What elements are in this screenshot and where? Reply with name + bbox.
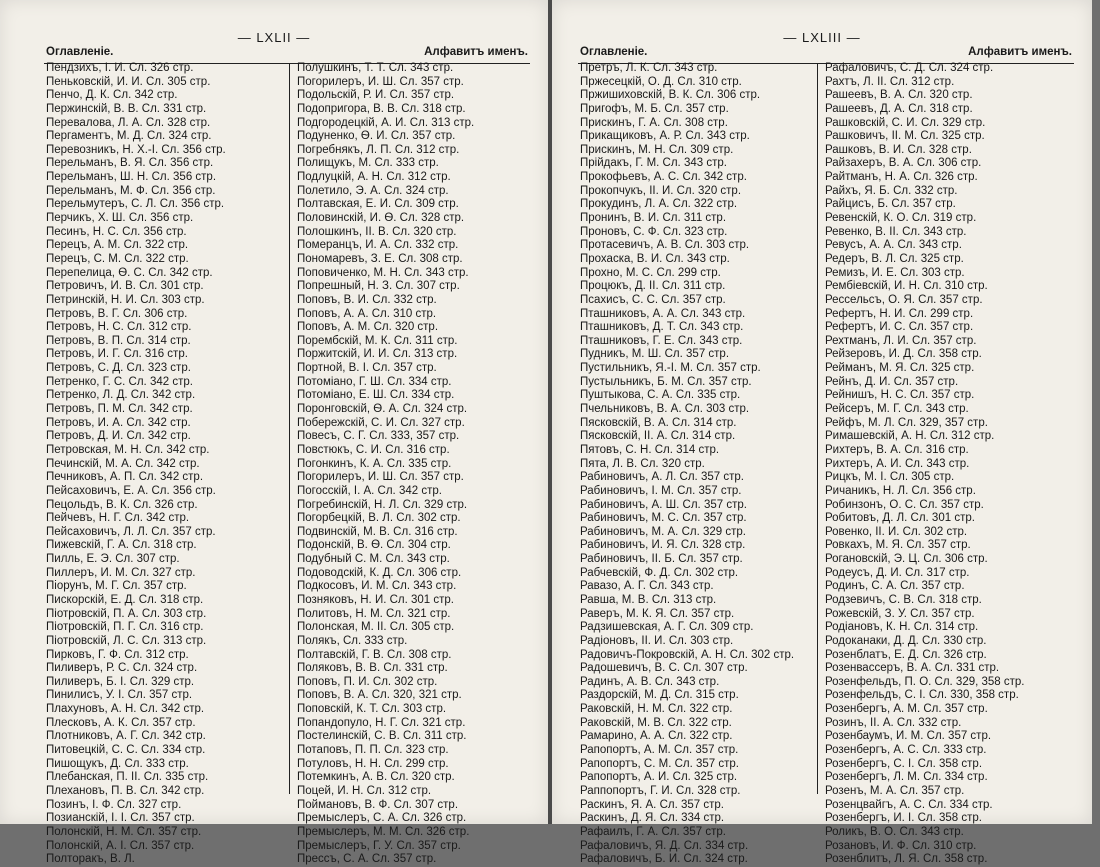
index-entry: Позианскій, І. І. Сл. 357 стр. bbox=[46, 812, 195, 825]
index-entry: Прохно, М. С. Сл. 299 стр. bbox=[580, 266, 721, 279]
index-entry: Поповъ, В. А. Сл. 320, 321 стр. bbox=[297, 689, 462, 702]
index-entry: Перевозникъ, Н. Х.-І. Сл. 356 стр. bbox=[46, 143, 226, 156]
index-entry: Рембіевскій, И. Н. Сл. 310 стр. bbox=[825, 280, 988, 293]
index-entry: Радошевичъ, В. С. Сл. 307 стр. bbox=[580, 662, 748, 675]
index-entry: Пеньковскій, И. И. Сл. 305 стр. bbox=[46, 75, 211, 88]
index-entry: Поповъ, А. М. Сл. 320 стр. bbox=[297, 321, 439, 334]
index-entry: Потемкинъ, А. В. Сл. 320 стр. bbox=[297, 771, 455, 784]
section-header-index: Алфавитъ именъ. bbox=[424, 46, 528, 58]
index-entry: Померанцъ, И. А. Сл. 332 стр. bbox=[297, 239, 459, 252]
index-entry: Петровичъ, И. В. Сл. 301 стр. bbox=[46, 280, 204, 293]
index-entry: Полтавская, Е. И. Сл. 309 стр. bbox=[297, 198, 459, 211]
index-entry: Рефертъ, Н. И. Сл. 299 стр. bbox=[825, 307, 974, 320]
index-entry: Полякъ, Сл. 333 стр. bbox=[297, 634, 408, 647]
index-entry: Пясковскій, II. А. Сл. 314 стр. bbox=[580, 430, 736, 443]
index-entry: Пронинъ, В. И. Сл. 311 стр. bbox=[580, 212, 727, 225]
index-entry: Родоканаки, Д. Д. Сл. 330 стр. bbox=[825, 634, 987, 647]
index-entry: Питовецкій, С. С. Сл. 334 стр. bbox=[46, 744, 206, 757]
index-entry: Перецъ, А. М. Сл. 322 стр. bbox=[46, 239, 189, 252]
index-entry: Розенцвайгъ, А. С. Сл. 334 стр. bbox=[825, 798, 993, 811]
index-entry: Потоміано, Г. Ш. Сл. 334 стр. bbox=[297, 375, 452, 388]
index-entry: Процюкъ, Д. II. Сл. 311 стр. bbox=[580, 280, 726, 293]
index-entry: Радзишевская, А. Г. Сл. 309 стр. bbox=[580, 621, 754, 634]
index-entry: Погорилеръ, И. Ш. Сл. 357 стр. bbox=[297, 75, 464, 88]
index-entry: Пенчо, Д. К. Сл. 342 стр. bbox=[46, 89, 178, 102]
index-entry: Рефертъ, И. С. Сл. 357 стр. bbox=[825, 321, 974, 334]
index-entry: Рабиновичъ, І. М. Сл. 357 стр. bbox=[580, 484, 742, 497]
index-entry: Розенбергъ, А. М. Сл. 357 стр. bbox=[825, 703, 988, 716]
index-entry: Псахисъ, С. С. Сл. 357 стр. bbox=[580, 293, 726, 306]
index-entry: Политовъ, Н. М. Сл. 321 стр. bbox=[297, 607, 451, 620]
index-entry: Пташниковъ, Д. Т. Сл. 343 стр. bbox=[580, 321, 744, 334]
index-entry: Рапопортъ, А. М. Сл. 357 стр. bbox=[580, 744, 739, 757]
index-entry: Пятовъ, С. Н. Сл. 314 стр. bbox=[580, 443, 720, 456]
index-entry: Родзевичъ, С. В. Сл. 318 стр. bbox=[825, 593, 982, 606]
index-entry: Поповъ, П. И. Сл. 302 стр. bbox=[297, 675, 438, 688]
index-entry: Прокопчукъ, II. И. Сл. 320 стр. bbox=[580, 184, 742, 197]
index-entry: Полошкинъ, II. В. Сл. 320 стр. bbox=[297, 225, 457, 238]
index-entry: Подвинскій, М. В. Сл. 316 стр. bbox=[297, 525, 458, 538]
index-entry: Рейнишъ, Н. С. Сл. 357 стр. bbox=[825, 389, 975, 402]
index-entry: Печниковъ, А. П. Сл. 342 стр. bbox=[46, 471, 204, 484]
index-entry: Пиливеръ, Б. І. Сл. 329 стр. bbox=[46, 675, 195, 688]
index-entry: Рейнъ, Д. И. Сл. 357 стр. bbox=[825, 375, 959, 388]
index-entry: Розенбергъ, А. С. Сл. 333 стр. bbox=[825, 744, 987, 757]
name-column bbox=[580, 62, 794, 867]
index-entry: Радіоновъ, II. И. Сл. 303 стр. bbox=[580, 634, 734, 647]
index-entry: Рабиновичъ, А. Л. Сл. 357 стр. bbox=[580, 471, 744, 484]
index-entry: Пржишиховскій, В. К. Сл. 306 стр. bbox=[580, 89, 761, 102]
index-entry: Ремизъ, И. Е. Сл. 303 стр. bbox=[825, 266, 965, 279]
index-entry: Петренко, Г. С. Сл. 342 стр. bbox=[46, 375, 193, 388]
index-entry: Погребнякъ, Л. П. Сл. 312 стр. bbox=[297, 143, 460, 156]
index-entry: Погорилеръ, И. Ш. Сл. 357 стр. bbox=[297, 471, 464, 484]
index-entry: Подоводскій, К. Д. Сл. 306 стр. bbox=[297, 566, 462, 579]
index-entry: Раковскій, М. В. Сл. 322 стр. bbox=[580, 716, 732, 729]
index-entry: Пономаревъ, З. Е. Сл. 308 стр. bbox=[297, 252, 463, 265]
index-entry: Плехановъ, П. В. Сл. 342 стр. bbox=[46, 784, 205, 797]
index-entry: Пилль, Е. Э. Сл. 307 стр. bbox=[46, 553, 180, 566]
index-entry: Пейсаховичъ, Е. А. Сл. 356 стр. bbox=[46, 484, 216, 497]
index-entry: Розенблатъ, Е. Д. Сл. 326 стр. bbox=[825, 648, 987, 661]
index-entry: Райхъ, Я. Б. Сл. 332 стр. bbox=[825, 184, 958, 197]
index-entry: Погонкинъ, К. А. Сл. 335 стр. bbox=[297, 457, 452, 470]
index-entry: Пята, Л. В. Сл. 320 стр. bbox=[580, 457, 705, 470]
index-entry: Пржесецкій, О. Д. Сл. 310 стр. bbox=[580, 75, 742, 88]
index-entry: Протасевичъ, А. В. Сл. 303 стр. bbox=[580, 239, 750, 252]
index-entry: Ровкахъ, М. Я. Сл. 357 стр. bbox=[825, 539, 971, 552]
index-entry: Претръ, Л. К. Сл. 343 стр. bbox=[580, 62, 718, 74]
index-entry: Поймановъ, В. Ф. Сл. 307 стр. bbox=[297, 798, 459, 811]
name-column bbox=[46, 62, 226, 867]
index-entry: Ричаникъ, Н. Л. Сл. 356 стр. bbox=[825, 484, 976, 497]
index-entry: Петровъ, В. Г. Сл. 306 стр. bbox=[46, 307, 188, 320]
index-entry: Рашковичъ, II. М. Сл. 325 стр. bbox=[825, 130, 985, 143]
index-entry: Рейманъ, М. Я. Сл. 325 стр. bbox=[825, 362, 975, 375]
index-entry: Рафаловичъ, С. Д. Сл. 324 стр. bbox=[825, 62, 994, 74]
index-entry: Пишощукъ, Д. Сл. 333 стр. bbox=[46, 757, 189, 770]
page-number: — LXLII — bbox=[237, 30, 311, 45]
index-entry: Пиливеръ, Р. С. Сл. 324 стр. bbox=[46, 662, 198, 675]
section-header-index: Алфавитъ именъ. bbox=[968, 46, 1072, 58]
index-entry: Прійдакъ, Г. М. Сл. 343 стр. bbox=[580, 157, 727, 170]
index-entry: Прикащиковъ, А. Р. Сл. 343 стр. bbox=[580, 130, 750, 143]
page-number: — LXLIII — bbox=[783, 30, 861, 45]
index-entry: Райцисъ, Б. Сл. 357 стр. bbox=[825, 198, 956, 211]
index-entry: Пригофъ, М. Б. Сл. 357 стр. bbox=[580, 102, 729, 115]
index-entry: Рейзеровъ, И. Д. Сл. 358 стр. bbox=[825, 348, 982, 361]
index-entry: Роликъ, В. О. Сл. 343 стр. bbox=[825, 825, 964, 838]
index-entry: Пясковскій, В. А. Сл. 314 стр. bbox=[580, 416, 737, 429]
index-entry: Прессъ, С. А. Сл. 357 стр. bbox=[297, 853, 437, 866]
index-entry: Поржитскій, И. И. Сл. 313 стр. bbox=[297, 348, 458, 361]
index-entry: Рехтманъ, Л. И. Сл. 357 стр. bbox=[825, 334, 977, 347]
index-entry: Рогановскій, Э. Ц. Сл. 306 стр. bbox=[825, 553, 988, 566]
index-entry: Розенбергъ, С. І. Сл. 358 стр. bbox=[825, 757, 983, 770]
index-entry: Рицкъ, М. І. Сл. 305 стр. bbox=[825, 471, 955, 484]
index-entry: Портной, В. І. Сл. 357 стр. bbox=[297, 362, 437, 375]
index-entry: Поповъ, А. А. Сл. 310 стр. bbox=[297, 307, 437, 320]
index-entry: Рахтъ, Л. II. Сл. 312 стр. bbox=[825, 75, 955, 88]
index-entry: Розенфельдъ, П. О. Сл. 329, 358 стр. bbox=[825, 675, 1025, 688]
index-entry: Петровъ, И. А. Сл. 342 стр. bbox=[46, 416, 191, 429]
index-entry: Пустыльникъ, Б. М. Сл. 357 стр. bbox=[580, 375, 752, 388]
index-entry: Рессельсъ, О. Я. Сл. 357 стр. bbox=[825, 293, 983, 306]
section-header-contents: Оглавленіе. bbox=[580, 46, 648, 58]
index-entry: Полушкинъ, Т. Т. Сл. 343 стр. bbox=[297, 62, 454, 74]
index-entry: Полетило, Э. А. Сл. 324 стр. bbox=[297, 184, 449, 197]
index-entry: Погорбецкій, В. Л. Сл. 302 стр. bbox=[297, 512, 461, 525]
index-entry: Родіановъ, К. Н. Сл. 314 стр. bbox=[825, 621, 979, 634]
index-entry: Песинъ, Н. С. Сл. 356 стр. bbox=[46, 225, 187, 238]
index-entry: Прискинъ, Г. А. Сл. 308 стр. bbox=[580, 116, 728, 129]
index-entry: Петровъ, С. Д. Сл. 323 стр. bbox=[46, 362, 191, 375]
index-entry: Редеръ, В. Л. Сл. 325 стр. bbox=[825, 252, 964, 265]
index-entry: Перельманъ, В. Я. Сл. 356 стр. bbox=[46, 157, 214, 170]
index-entry: Поляковъ, В. В. Сл. 331 стр. bbox=[297, 662, 448, 675]
index-entry: Пудникъ, М. Ш. Сл. 357 стр. bbox=[580, 348, 730, 361]
index-entry: Потоміано, Е. Ш. Сл. 334 стр. bbox=[297, 389, 455, 402]
index-entry: Ровенко, II. И. Сл. 302 стр. bbox=[825, 525, 968, 538]
index-entry: Равазо, А. Г. Сл. 343 стр. bbox=[580, 580, 714, 593]
right-page bbox=[552, 0, 1092, 866]
index-entry: Розенбергъ, И. І. Сл. 358 стр. bbox=[825, 812, 982, 825]
index-entry: Раковскій, Н. М. Сл. 322 стр. bbox=[580, 703, 733, 716]
section-header-contents: Оглавленіе. bbox=[46, 46, 114, 58]
index-entry: Перевалова, Л. А. Сл. 328 стр. bbox=[46, 116, 211, 129]
index-entry: Перельманъ, Ш. Н. Сл. 356 стр. bbox=[46, 171, 217, 184]
index-entry: Рожевскій, З. У. Сл. 357 стр. bbox=[825, 607, 975, 620]
index-entry: Подуненко, Ѳ. И. Сл. 357 стр. bbox=[297, 130, 456, 143]
index-entry: Пташниковъ, А. А. Сл. 343 стр. bbox=[580, 307, 746, 320]
index-entry: Подубный С. М. Сл. 343 стр. bbox=[297, 553, 450, 566]
index-entry: Рабиновичъ, М. С. Сл. 357 стр. bbox=[580, 512, 747, 525]
index-entry: Пискорскій, Е. Д. Сл. 318 стр. bbox=[46, 593, 204, 606]
index-entry: Петровъ, В. П. Сл. 314 стр. bbox=[46, 334, 191, 347]
index-entry: Проновъ, С. Ф. Сл. 323 стр. bbox=[580, 225, 728, 238]
index-entry: Премыслеръ, Г. У. Сл. 357 стр. bbox=[297, 839, 461, 852]
index-entry: Подольскій, Р. И. Сл. 357 стр. bbox=[297, 89, 455, 102]
index-entry: Плесковъ, А. К. Сл. 357 стр. bbox=[46, 716, 196, 729]
index-entry: Піотровскій, П. Г. Сл. 316 стр. bbox=[46, 621, 204, 634]
index-entry: Подкосовъ, И. М. Сл. 343 стр. bbox=[297, 580, 457, 593]
index-entry: Полонская, М. II. Сл. 305 стр. bbox=[297, 621, 455, 634]
index-entry: Родеусъ, Д. И. Сл. 317 стр. bbox=[825, 566, 970, 579]
index-entry: Робитовъ, Д. Л. Сл. 301 стр. bbox=[825, 512, 975, 525]
index-entry: Пижевскій, Г. А. Сл. 318 стр. bbox=[46, 539, 197, 552]
index-entry: Раппопортъ, Г. И. Сл. 328 стр. bbox=[580, 784, 741, 797]
index-entry: Плебанская, П. II. Сл. 335 стр. bbox=[46, 771, 209, 784]
index-entry: Рейфъ, М. Л. Сл. 329, 357 стр. bbox=[825, 416, 988, 429]
index-entry: Позинъ, І. Ф. Сл. 327 стр. bbox=[46, 798, 182, 811]
index-entry: Полторакъ, В. Л. bbox=[46, 853, 135, 866]
index-entry: Пчельниковъ, В. А. Сл. 303 стр. bbox=[580, 403, 750, 416]
index-entry: Перепелица, Ѳ. С. Сл. 342 стр. bbox=[46, 266, 213, 279]
index-entry: Перельмутеръ, С. Л. Сл. 356 стр. bbox=[46, 198, 225, 211]
index-entry: Побережскій, С. И. Сл. 327 стр. bbox=[297, 416, 465, 429]
index-entry: Рашеевъ, Д. А. Сл. 318 стр. bbox=[825, 102, 973, 115]
index-entry: Римашевскій, А. Н. Сл. 312 стр. bbox=[825, 430, 995, 443]
index-entry: Повесъ, С. Г. Сл. 333, 357 стр. bbox=[297, 430, 460, 443]
index-entry: Пергаментъ, М. Д. Сл. 324 стр. bbox=[46, 130, 212, 143]
index-entry: Розановъ, И. Ф. Сл. 310 стр. bbox=[825, 839, 977, 852]
index-entry: Розенфельдъ, С. І. Сл. 330, 358 стр. bbox=[825, 689, 1019, 702]
index-entry: Петровъ, П. М. Сл. 342 стр. bbox=[46, 403, 193, 416]
index-entry: Подонскій, В. Ѳ. Сл. 304 стр. bbox=[297, 539, 451, 552]
index-entry: Рафаловичъ, Я. Д. Сл. 334 стр. bbox=[580, 839, 749, 852]
index-entry: Перчикъ, Х. Ш. Сл. 356 стр. bbox=[46, 212, 194, 225]
index-entry: Поронговскій, Ѳ. А. Сл. 324 стр. bbox=[297, 403, 468, 416]
index-entry: Петровъ, Д. И. Сл. 342 стр. bbox=[46, 430, 191, 443]
index-entry: Плахуновъ, А. Н. Сл. 342 стр. bbox=[46, 703, 205, 716]
index-entry: Ревенскій, К. О. Сл. 319 стр. bbox=[825, 212, 977, 225]
index-entry: Полонскій, А. І. Сл. 357 стр. bbox=[46, 839, 195, 852]
index-entry: Петренко, Л. Д. Сл. 342 стр. bbox=[46, 389, 196, 402]
index-entry: Рамарино, А. А. Сл. 322 стр. bbox=[580, 730, 733, 743]
left-page bbox=[0, 0, 548, 866]
index-entry: Піотровскій, П. А. Сл. 303 стр. bbox=[46, 607, 207, 620]
index-entry: Пiорунъ, М. Г. Сл. 357 стр. bbox=[46, 580, 187, 593]
name-column bbox=[297, 62, 474, 867]
index-entry: Рихтеръ, А. И. Сл. 343 стр. bbox=[825, 457, 970, 470]
index-entry: Пейчевъ, Н. Г. Сл. 342 стр. bbox=[46, 512, 190, 525]
index-entry: Подгородецкій, А. И. Сл. 313 стр. bbox=[297, 116, 475, 129]
index-entry: Пейсаховичъ, Л. Л. Сл. 357 стр. bbox=[46, 525, 216, 538]
index-entry: Подопригора, В. В. Сл. 318 стр. bbox=[297, 102, 466, 115]
index-entry: Прискинъ, М. Н. Сл. 309 стр. bbox=[580, 143, 734, 156]
index-entry: Поповскій, К. Т. Сл. 303 стр. bbox=[297, 703, 447, 716]
index-entry: Рабиновичъ, А. Ш. Сл. 357 стр. bbox=[580, 498, 747, 511]
index-entry: Райтманъ, Н. А. Сл. 326 стр. bbox=[825, 171, 978, 184]
index-entry: Розенбаумъ, И. М. Сл. 357 стр. bbox=[825, 730, 992, 743]
index-entry: Розенбергъ, Л. М. Сл. 334 стр. bbox=[825, 771, 988, 784]
index-entry: Радовичъ-Покровскій, А. Н. Сл. 302 стр. bbox=[580, 648, 795, 661]
index-entry: Розинъ, II. А. Сл. 332 стр. bbox=[825, 716, 962, 729]
index-entry: Прохаска, В. И. Сл. 343 стр. bbox=[580, 252, 730, 265]
index-entry: Пташниковъ, Г. Е. Сл. 343 стр. bbox=[580, 334, 743, 347]
index-entry: Раскинъ, Д. Я. Сл. 334 стр. bbox=[580, 812, 725, 825]
index-entry: Равша, М. В. Сл. 313 стр. bbox=[580, 593, 717, 606]
index-entry: Полонскій, Н. М. Сл. 357 стр. bbox=[46, 825, 202, 838]
index-entry: Прокудинъ, Л. А. Сл. 322 стр. bbox=[580, 198, 738, 211]
index-entry: Попандопуло, Н. Г. Сл. 321 стр. bbox=[297, 716, 466, 729]
index-entry: Подлуцкій, А. Н. Сл. 312 стр. bbox=[297, 171, 451, 184]
index-entry: Розенъ, М. А. Сл. 357 стр. bbox=[825, 784, 965, 797]
column-divider bbox=[817, 64, 818, 794]
index-entry: Рабиновичъ, И. Я. Сл. 328 стр. bbox=[580, 539, 746, 552]
index-entry: Рафаилъ, Г. А. Сл. 357 стр. bbox=[580, 825, 726, 838]
index-entry: Рапопортъ, А. И. Сл. 325 стр. bbox=[580, 771, 738, 784]
index-entry: Петровъ, И. Г. Сл. 316 стр. bbox=[46, 348, 188, 361]
index-entry: Пендзихъ, І. И. Сл. 326 стр. bbox=[46, 62, 194, 74]
index-entry: Потуловъ, Н. Н. Сл. 299 стр. bbox=[297, 757, 449, 770]
index-entry: Петринскій, Н. И. Сл. 303 стр. bbox=[46, 293, 205, 306]
index-entry: Рафаловичъ, Б. И. Сл. 324 стр. bbox=[580, 853, 748, 866]
index-entry: Половинскій, И. Ѳ. Сл. 328 стр. bbox=[297, 212, 465, 225]
index-entry: Полищукъ, М. Сл. 333 стр. bbox=[297, 157, 439, 170]
index-entry: Погосскій, І. А. Сл. 342 стр. bbox=[297, 484, 442, 497]
index-entry: Потаповъ, П. П. Сл. 323 стр. bbox=[297, 744, 449, 757]
index-entry: Родинъ, С. А. Сл. 357 стр. bbox=[825, 580, 965, 593]
index-entry: Премыслеръ, М. М. Сл. 326 стр. bbox=[297, 825, 470, 838]
column-divider bbox=[289, 64, 290, 794]
index-entry: Рейсеръ, М. Г. Сл. 343 стр. bbox=[825, 403, 969, 416]
index-entry: Розенблитъ, Л. Я. Сл. 358 стр. bbox=[825, 853, 988, 866]
index-entry: Ревенко, В. II. Сл. 343 стр. bbox=[825, 225, 967, 238]
index-entry: Попрешный, Н. З. Сл. 307 стр. bbox=[297, 280, 460, 293]
name-column bbox=[825, 62, 1025, 867]
index-entry: Пиллеръ, И. М. Сл. 327 стр. bbox=[46, 566, 196, 579]
index-entry: Перельманъ, М. Ф. Сл. 356 стр. bbox=[46, 184, 216, 197]
index-entry: Повстюкъ, С. И. Сл. 316 стр. bbox=[297, 443, 450, 456]
index-entry: Петровская, М. Н. Сл. 342 стр. bbox=[46, 443, 210, 456]
index-entry: Печинскій, М. А. Сл. 342 стр. bbox=[46, 457, 200, 470]
index-entry: Пуштыкова, С. А. Сл. 335 стр. bbox=[580, 389, 741, 402]
index-entry: Поцей, И. Н. Сл. 312 стр. bbox=[297, 784, 432, 797]
index-entry: Поповиченко, М. Н. Сл. 343 стр. bbox=[297, 266, 469, 279]
index-entry: Ревусъ, А. А. Сл. 343 стр. bbox=[825, 239, 962, 252]
index-entry: Пецольдъ, В. К. Сл. 326 стр. bbox=[46, 498, 198, 511]
index-entry: Робинзонъ, О. С. Сл. 357 стр. bbox=[825, 498, 984, 511]
index-entry: Поповъ, В. И. Сл. 332 стр. bbox=[297, 293, 437, 306]
index-entry: Петровъ, Н. С. Сл. 312 стр. bbox=[46, 321, 192, 334]
index-entry: Премыслеръ, С. А. Сл. 326 стр. bbox=[297, 812, 467, 825]
index-entry: Порембскій, М. К. Сл. 311 стр. bbox=[297, 334, 458, 347]
index-entry: Рашеевъ, В. А. Сл. 320 стр. bbox=[825, 89, 973, 102]
index-entry: Пержинскій, В. В. Сл. 331 стр. bbox=[46, 102, 207, 115]
index-entry: Радинъ, А. В. Сл. 343 стр. bbox=[580, 675, 720, 688]
index-entry: Рабчевскій, Ф. Д. Сл. 302 стр. bbox=[580, 566, 739, 579]
index-entry: Рабиновичъ, М. А. Сл. 329 стр. bbox=[580, 525, 746, 538]
index-entry: Рашковскій, С. И. Сл. 329 стр. bbox=[825, 116, 986, 129]
index-entry: Позняковъ, Н. И. Сл. 301 стр. bbox=[297, 593, 454, 606]
index-entry: Полтавскій, Г. В. Сл. 308 стр. bbox=[297, 648, 452, 661]
index-entry: Пинилисъ, У. І. Сл. 357 стр. bbox=[46, 689, 193, 702]
index-entry: Раздорскій, М. Д. Сл. 315 стр. bbox=[580, 689, 739, 702]
index-entry: Рашковъ, В. И. Сл. 328 стр. bbox=[825, 143, 972, 156]
index-entry: Рабиновичъ, II. Б. Сл. 357 стр. bbox=[580, 553, 743, 566]
index-entry: Прокофьевъ, А. С. Сл. 342 стр. bbox=[580, 171, 747, 184]
index-entry: Райзахеръ, В. А. Сл. 306 стр. bbox=[825, 157, 982, 170]
index-entry: Пустильникъ, Я.-І. М. Сл. 357 стр. bbox=[580, 362, 761, 375]
index-entry: Перецъ, С. М. Сл. 322 стр. bbox=[46, 252, 189, 265]
index-entry: Раверъ, М. К. Я. Сл. 357 стр. bbox=[580, 607, 735, 620]
index-entry: Раскинъ, Я. А. Сл. 357 стр. bbox=[580, 798, 724, 811]
index-entry: Розенвассеръ, В. А. Сл. 331 стр. bbox=[825, 662, 1000, 675]
index-entry: Піотровскій, Л. С. Сл. 313 стр. bbox=[46, 634, 207, 647]
index-entry: Рапопортъ, С. М. Сл. 357 стр. bbox=[580, 757, 739, 770]
index-entry: Постелинскій, С. В. Сл. 311 стр. bbox=[297, 730, 467, 743]
index-entry: Пирковъ, Г. Ф. Сл. 312 стр. bbox=[46, 648, 189, 661]
index-entry: Плотниковъ, А. Г. Сл. 342 стр. bbox=[46, 730, 206, 743]
index-entry: Погребинскій, Н. Л. Сл. 329 стр. bbox=[297, 498, 468, 511]
index-entry: Рихтеръ, В. А. Сл. 316 стр. bbox=[825, 443, 969, 456]
